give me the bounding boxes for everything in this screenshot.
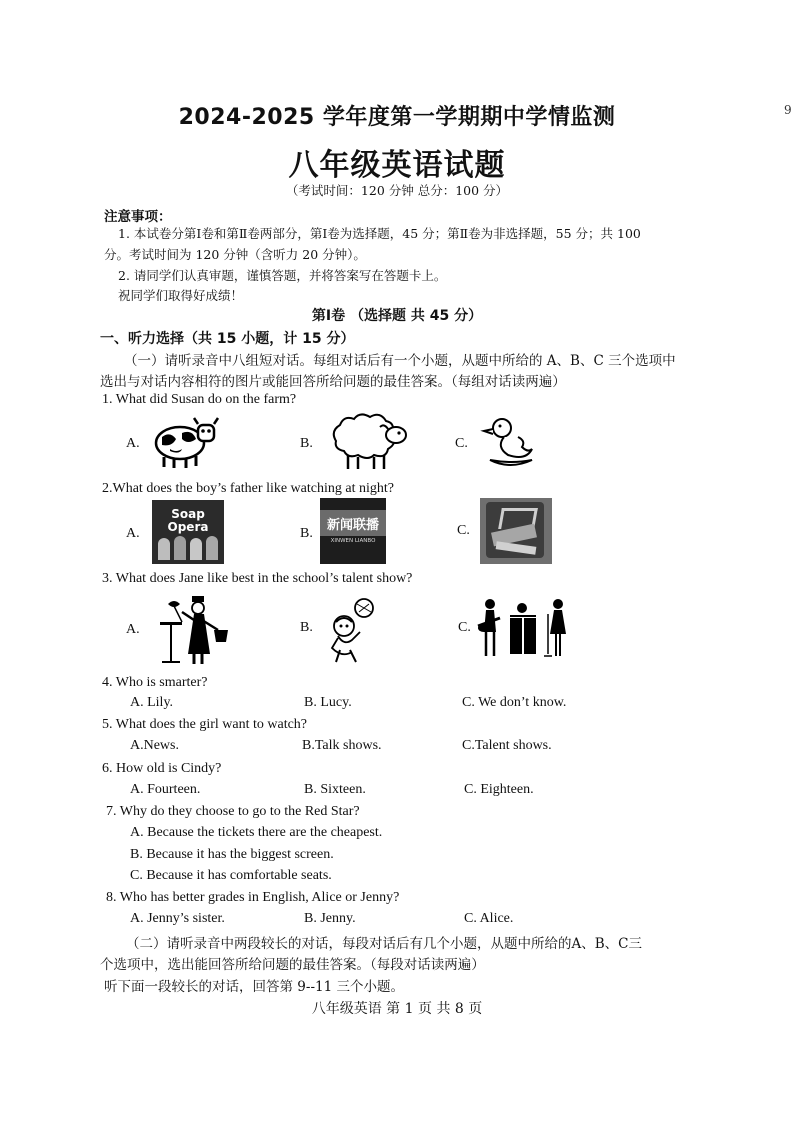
question-7: 7. Why do they choose to go to the Red Star?: [106, 804, 360, 819]
notice-line-2: 分。考试时间为 120 分钟（含听力 20 分钟）。: [104, 247, 366, 262]
q8-option-a: A. Jenny’s sister.: [130, 911, 225, 926]
notice-heading: 注意事项：: [104, 209, 172, 225]
q8-option-c: C. Alice.: [464, 911, 514, 926]
q6-option-a: A. Fourteen.: [130, 782, 201, 797]
question-2: 2.What does the boy’s father like watching at night?: [102, 481, 394, 496]
q5-option-b: B.Talk shows.: [302, 738, 382, 753]
q7-option-b: B. Because it has the biggest screen.: [130, 847, 334, 862]
talent-show-image: [480, 498, 552, 564]
question-1: 1. What did Susan do on the farm?: [102, 392, 297, 407]
q3-option-c-label: C.: [458, 620, 471, 635]
q2-option-b-label: B.: [300, 526, 313, 541]
news-program-image: 新闻联播 XINWEN LIANBO: [320, 498, 386, 564]
boy-juggling-icon: [318, 596, 390, 664]
part-heading: 一、听力选择（共 15 小题，计 15 分）: [100, 331, 355, 347]
duck-icon: [478, 412, 540, 470]
q3-option-b-label: B.: [300, 620, 313, 635]
section-title: 第Ⅰ卷 （选择题 共 45 分）: [311, 308, 483, 324]
instruction-line-1: （一）请听录音中八组短对话。每组对话后有一个小题，从题中所给的 A、B、C 三个选项中: [124, 353, 676, 369]
q7-option-c: C. Because it has comfortable seats.: [130, 868, 332, 883]
soap-opera-image: Soap Opera: [152, 500, 224, 564]
band-icon: [474, 596, 574, 658]
exam-time-info: （考试时间：120 分钟 总分：100 分）: [285, 183, 509, 198]
notice-line-4: 祝同学们取得好成绩！: [118, 288, 244, 303]
exam-subject-title: 八年级英语试题: [288, 148, 506, 183]
q1-option-a-label: A.: [126, 436, 140, 451]
part2-instruction-line-3: 听下面一段较长的对话，回答第 9--11 三个小题。: [104, 979, 404, 995]
q5-option-a: A.News.: [130, 738, 179, 753]
question-6: 6. How old is Cindy?: [102, 761, 222, 776]
part2-instruction-line-1: （二）请听录音中两段较长的对话，每段对话后有几个小题，从题中所给的A、B、C三: [126, 936, 642, 952]
q2-option-a-label: A.: [126, 526, 140, 541]
q4-option-c: C. We don’t know.: [462, 695, 567, 710]
question-4: 4. Who is smarter?: [102, 675, 208, 690]
q7-option-a: A. Because the tickets there are the cheapest.: [130, 825, 383, 840]
q1-option-b-label: B.: [300, 436, 313, 451]
page-footer: 八年级英语 第 1 页 共 8 页: [311, 1001, 483, 1017]
q2-option-c-label: C.: [457, 523, 470, 538]
q3-option-a-label: A.: [126, 622, 140, 637]
q4-option-a: A. Lily.: [130, 695, 174, 710]
q6-option-b: B. Sixteen.: [304, 782, 366, 797]
part2-instruction-line-2: 个选项中，选出能回答所给问题的最佳答案。（每段对话读两遍）: [100, 957, 485, 973]
q4-option-b: B. Lucy.: [304, 695, 352, 710]
question-3: 3. What does Jane like best in the school’s talent show?: [102, 571, 413, 586]
question-5: 5. What does the girl want to watch?: [102, 717, 308, 732]
q6-option-c: C. Eighteen.: [464, 782, 534, 797]
notice-line-1: 1. 本试卷分第Ⅰ卷和第Ⅱ卷两部分，第Ⅰ卷为选择题，45 分；第Ⅱ卷为非选择题，55 分；共 100: [118, 226, 641, 241]
magician-icon: [154, 594, 236, 666]
question-8: 8. Who has better grades in English, Alice or Jenny?: [106, 890, 400, 905]
q8-option-b: B. Jenny.: [304, 911, 356, 926]
notice-line-3: 2. 请同学们认真审题，谨慎答题，并将答案写在答题卡上。: [118, 268, 447, 283]
exam-title: 2024-2025 学年度第一学期期中学情监测: [178, 105, 616, 130]
q5-option-c: C.Talent shows.: [462, 738, 552, 753]
q1-option-c-label: C.: [455, 436, 468, 451]
cow-icon: [150, 415, 220, 470]
instruction-line-2: 选出与对话内容相符的图片或能回答所给问题的最佳答案。（每组对话读两遍）: [100, 374, 566, 390]
sheep-icon: [326, 413, 410, 471]
corner-mark: 9: [784, 103, 792, 117]
